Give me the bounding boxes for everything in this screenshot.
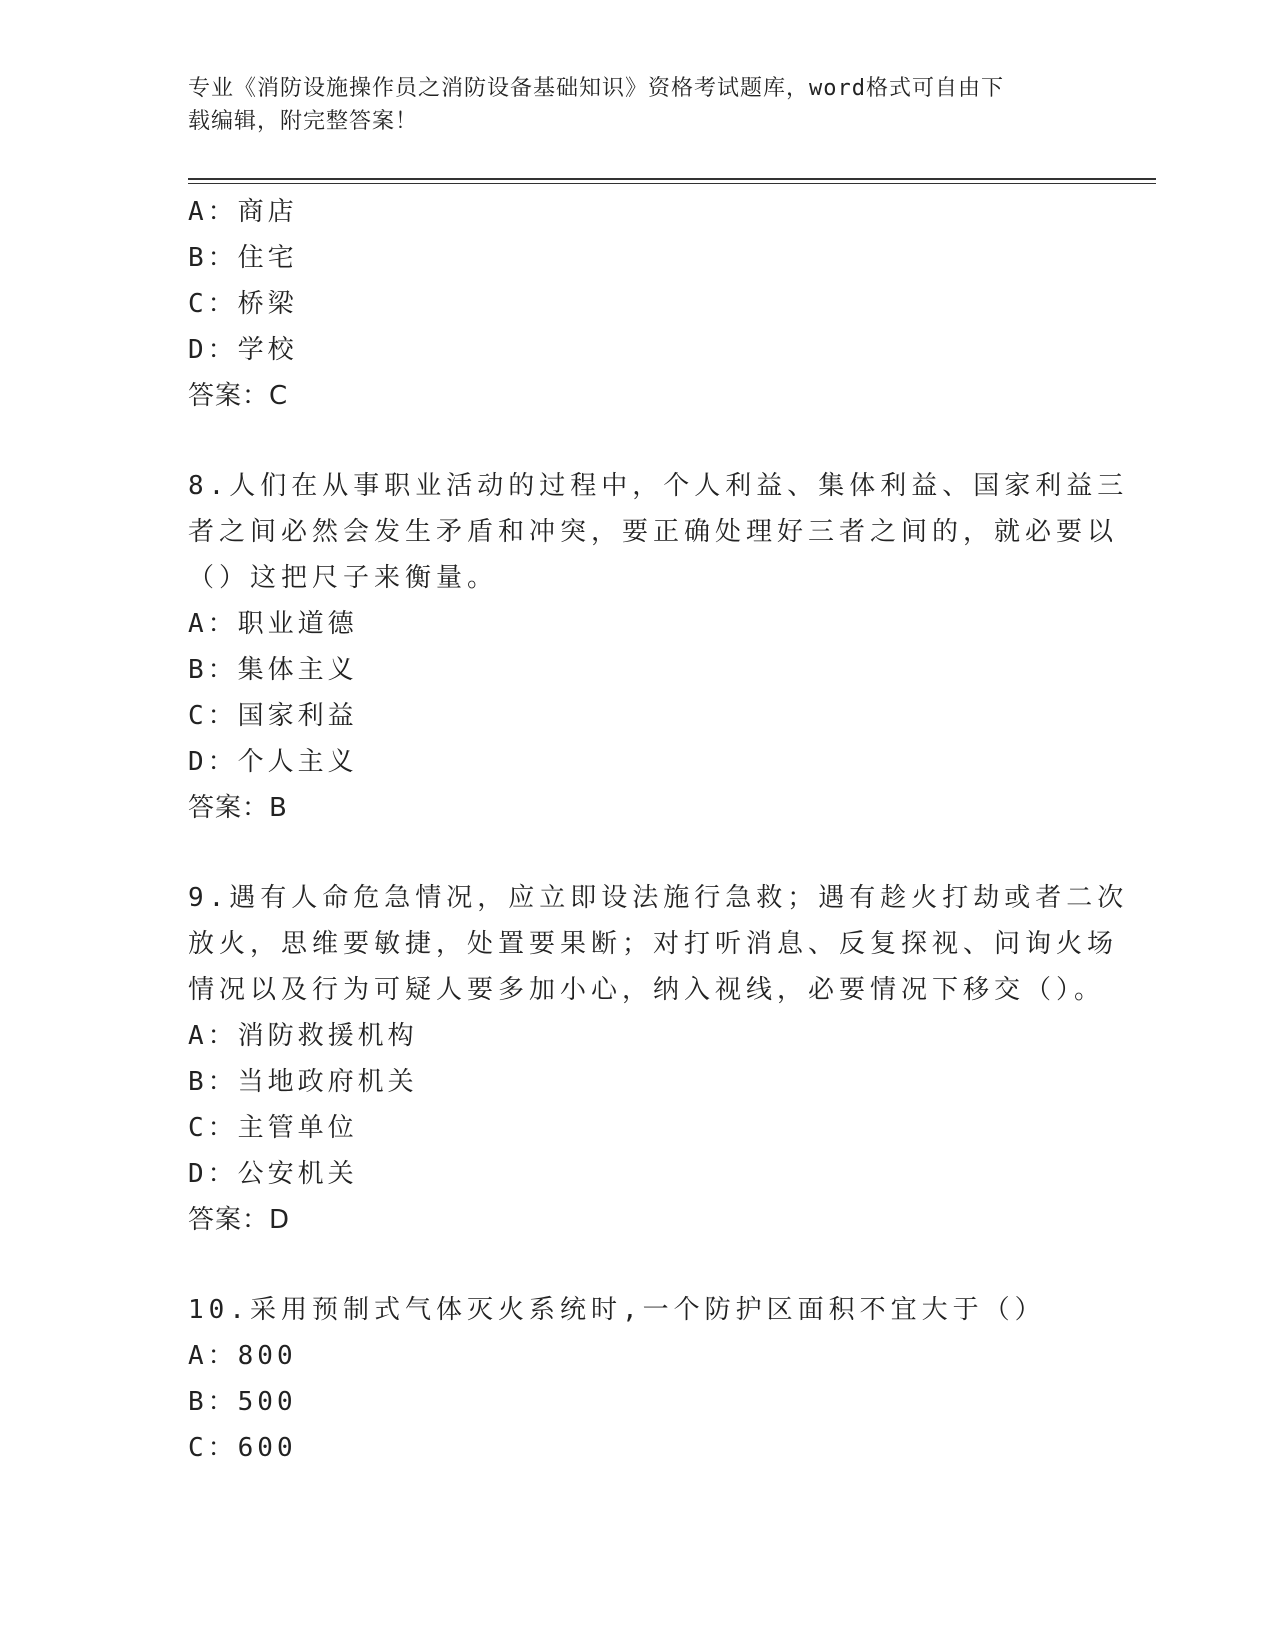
header-line-1: 专业《消防设施操作员之消防设备基础知识》资格考试题库，word格式可自由下 [188, 76, 1004, 101]
answer: 答案：D [188, 1205, 291, 1235]
option-d: D：学校 [188, 335, 298, 365]
option-d: D：个人主义 [188, 747, 358, 777]
option-c: C：主管单位 [188, 1113, 358, 1143]
answer: 答案：C [188, 381, 289, 411]
option-a: A：800 [188, 1341, 297, 1371]
question-text-line: 者之间必然会发生矛盾和冲突，要正确处理好三者之间的，就必要以 [188, 517, 1119, 547]
option-b: B：住宅 [188, 243, 298, 273]
option-c: C：国家利益 [188, 701, 358, 731]
option-c: C：600 [188, 1433, 297, 1463]
question-text-line: 情况以及行为可疑人要多加小心，纳入视线，必要情况下移交（）。 [188, 975, 1106, 1005]
question-list [188, 189, 1129, 1471]
option-c: C：桥梁 [188, 289, 298, 319]
question-9 [188, 875, 1129, 1243]
header-line-2: 载编辑，附完整答案！ [188, 109, 419, 134]
answer: 答案：B [188, 793, 288, 823]
option-b: B：500 [188, 1387, 297, 1417]
header-divider-thick [188, 178, 1156, 180]
option-b: B：集体主义 [188, 655, 358, 685]
header-divider-thin [188, 183, 1156, 184]
question-10 [188, 1287, 1088, 1471]
option-a: A：商店 [188, 197, 298, 227]
question-text-line: 9.遇有人命危急情况，应立即设法施行急救；遇有趁火打劫或者二次 [188, 883, 1129, 913]
question-text-line: （）这把尺子来衡量。 [188, 563, 499, 593]
question-text-line: 8.人们在从事职业活动的过程中，个人利益、集体利益、国家利益三 [188, 471, 1129, 501]
question-8 [188, 463, 1129, 831]
question-7 [188, 189, 1088, 419]
option-a: A：消防救援机构 [188, 1021, 418, 1051]
document-header [188, 72, 1068, 138]
option-b: B：当地政府机关 [188, 1067, 418, 1097]
question-text-line: 放火，思维要敏捷，处置要果断；对打听消息、反复探视、问询火场 [188, 929, 1119, 959]
option-a: A：职业道德 [188, 609, 358, 639]
option-d: D：公安机关 [188, 1159, 358, 1189]
question-text-line: 10.采用预制式气体灭火系统时,一个防护区面积不宜大于（） [188, 1295, 1046, 1325]
